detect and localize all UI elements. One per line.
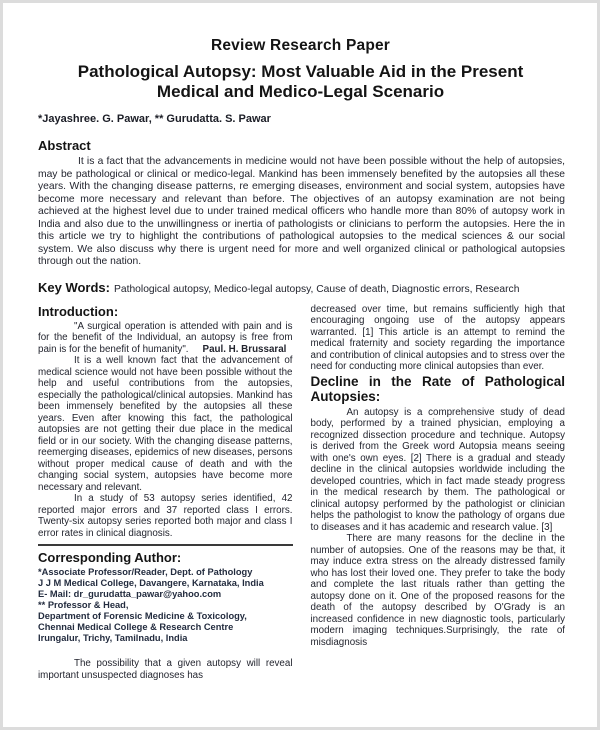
decline-section-heading: Decline in the Rate of Pathological Autopsies:	[310, 373, 565, 404]
keywords-text: Pathological autopsy, Medico-legal autopsy, Cause of death, Diagnostic errors, Research	[114, 283, 520, 295]
introduction-paragraph: It is a well known fact that the advancement of medical science would not have been possible without the help and useful contributions from the autopsies, especially the pathological/clinical autopsies. Mankind has been immensely benefited by the autopsies all these years. Even after knowing this fact, the pathological autopsies are not getting their due place in the medical field or in our society. With the changing disease patterns, reemerging diseases, epidemics of new diseases, persons without proper medical cause of death and with the changing social system, autopsies have become more necessary and relevant.	[38, 355, 293, 493]
affiliation-line: J J M Medical College, Davangere, Karnataka, India	[38, 578, 264, 588]
paper-title-line2: Medical and Medico-Legal Scenario	[156, 82, 445, 101]
decreased-paragraph: decreased over time, but remains sufficiently high that encouraging ongoing use of the autopsy appears warranted. [1] This article is an attempt to remind the medical fraternity and society regarding the importance and contribution of clinical autopsies and to stress over the need for conducting more clinical autopsies than ever.	[310, 303, 565, 372]
introduction-quote-paragraph	[38, 321, 293, 356]
corresponding-author-block	[38, 567, 293, 644]
paper-category: Review Research Paper	[210, 37, 391, 54]
affiliation-line: Department of Forensic Medicine & Toxicology,	[38, 611, 247, 621]
corresponding-author-heading: Corresponding Author:	[38, 550, 182, 565]
abstract-text: It is a fact that the advancements in medicine would not have been possible without the help of autopsies, may be pathological or clinical or medico-legal. Mankind has been immensely benefited by the autopsies all these years. With the changing disease patterns, re emerging diseases, environment and social system, autopsies have become more necessary and relevant than before. The objectives of an autopsy examination are not being achieved at the highest level due to under trained medical officers who handle more than 80% of autopsy work in India and also due to the unwillingness or inertia of pathologists or clinicians to perform the autopsies. Here the in this article we try to highlight the contributions of pathological autopsies to the medical sciences & our social system. We also discuss why there is urgent need for more and well organized clinical or pathological autopsies through out the nation.	[38, 156, 565, 267]
autopsy-definition-paragraph: An autopsy is a comprehensive study of dead body, performed by a trained physician, employing a recognized dissection procedure and technique. Autopsy is derived from the Greek word Autopsia means seeing with one's own eyes. [2] There is a gradual and steady decline in the clinical autopsies worldwide including the developed countries, which in fact made steady progress in the medical research by them. The pathological or clinical autopsy performed by the pathologist or clinician helps the pathologist to know the pathology of organs due to diseases and it has academic and research value. [3]	[310, 406, 565, 533]
study-paragraph: In a study of 53 autopsy series identified, 42 reported major errors and 37 reported class I errors. Twenty-six autopsy series reported both major and class I error rates in clinical diagnosis.	[38, 493, 293, 539]
affiliation-line: ** Professor & Head,	[38, 600, 129, 610]
authors-line: *Jayashree. G. Pawar, ** Gurudatta. S. Pawar	[38, 113, 271, 125]
keywords-label: Key Words:	[38, 279, 110, 295]
footnote-divider	[38, 544, 293, 546]
right-column	[311, 304, 566, 682]
introduction-heading: Introduction:	[38, 303, 119, 319]
paper-title-line1: Pathological Autopsy: Most Valuable Aid in the Present	[77, 62, 524, 81]
keywords-line	[38, 280, 565, 295]
possibility-paragraph: The possibility that a given autopsy will reveal important unsuspected diagnoses has	[38, 658, 293, 681]
affiliation-line: *Associate Professor/Reader, Dept. of Pathology	[38, 567, 253, 577]
affiliation-line: Chennai Medical College & Research Centre	[38, 622, 234, 632]
abstract-heading: Abstract	[38, 138, 91, 153]
email-line: E- Mail: dr_gurudatta_pawar@yahoo.com	[38, 589, 222, 599]
two-column-body	[38, 304, 565, 682]
left-column	[38, 304, 293, 682]
paper-title	[36, 62, 565, 102]
quote-attribution: Paul. H. Brussaral	[202, 343, 287, 355]
decline-reasons-paragraph: There are many reasons for the decline in the number of autopsies. One of the reasons may be that, it may induce extra stress on the already distressed family who has lost their loved one. They prefer to take the body and complete the last rituals rather than getting the autopsy done on it. One of the proposed reasons for the death of the autopsy described by O'Grady is an increased confidence in new diagnostic tools, particularly modern imaging techniques.Surprisingly, the rate of misdiagnosis	[310, 533, 565, 648]
affiliation-line: Irungalur, Trichy, Tamilnadu, India	[38, 633, 188, 643]
introduction-quote: "A surgical operation is attended with pain and is for the benefit of the Individual, an autopsy is free from pain is for the benefit of humanity".	[38, 320, 293, 355]
